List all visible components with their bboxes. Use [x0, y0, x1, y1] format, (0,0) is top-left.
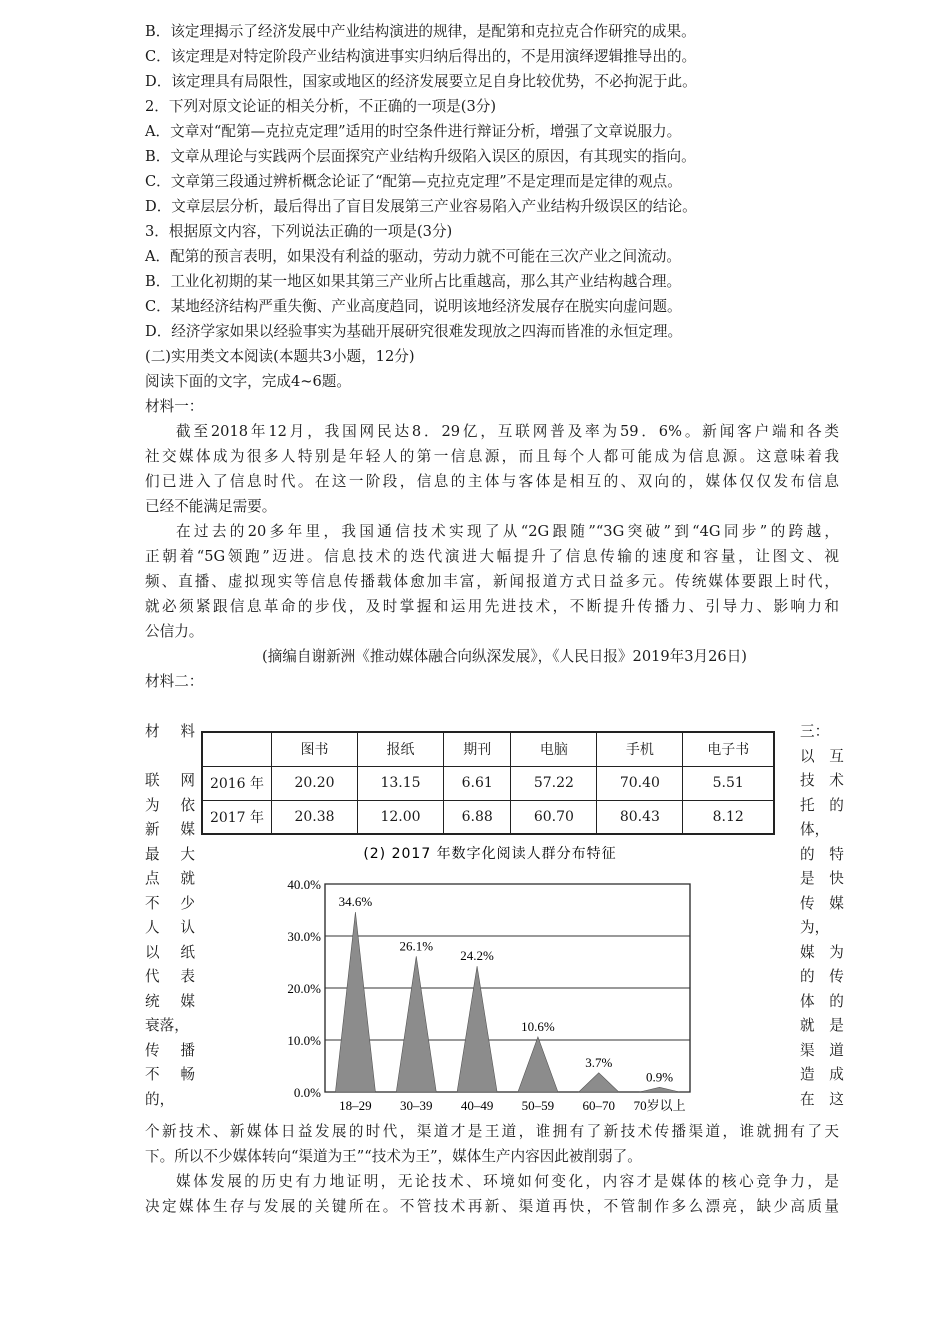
data-label: 26.1% — [399, 938, 434, 954]
m3-left-line: 统 媒 — [145, 992, 195, 1010]
y-tick-label: 20.0% — [287, 981, 321, 996]
m3-right-line: 就 是 — [800, 1017, 844, 1034]
m3-right-line: 以 互 — [800, 747, 844, 765]
q2-stem: 2．下列对原文论证的相关分析，不正确的一项是(3分) — [145, 98, 497, 115]
m3-left-line: 不 少 — [145, 894, 195, 912]
table-header-cell: 期刊 — [444, 732, 511, 766]
x-tick-label: 50–59 — [521, 1098, 555, 1113]
table-cell: 6.88 — [444, 800, 511, 834]
m3-right-line: 托 的 — [800, 796, 844, 814]
y-tick-label: 0.0% — [293, 1085, 321, 1100]
m3-right-line: 技 术 — [800, 772, 844, 789]
m3-left-line: 不 畅 — [145, 1066, 195, 1083]
x-tick-label: 30–39 — [400, 1098, 433, 1113]
m3-left-line: 人 认 — [145, 919, 195, 936]
table-cell: 2017 年 — [202, 800, 272, 834]
m1-p2-line: 在过去的20多年里，我国通信技术实现了从“2G跟随”“3G突破”到“4G同步”的跨越， — [176, 523, 839, 540]
table-cell: 5.51 — [683, 766, 774, 800]
material-2-label: 材料二： — [145, 673, 204, 690]
data-peak — [640, 1087, 680, 1092]
y-tick-label: 10.0% — [287, 1033, 321, 1048]
m3-left-line: 为 依 — [145, 796, 195, 814]
table-cell: 20.38 — [272, 800, 358, 834]
x-tick-label: 18–29 — [339, 1098, 372, 1113]
m3-p2-line: 决定媒体生存与发展的关键所在。不管技术再新、渠道再快，不管制作多么漂亮，缺少高质量 — [145, 1198, 839, 1215]
m3-left-line: 衰落， — [145, 1017, 189, 1034]
q3-option-b: B．工业化初期的某一地区如果其第三产业所占比重越高，那么其产业结构越合理。 — [145, 273, 682, 290]
m1-p2-line: 就必须紧跟信息革命的步伐，及时掌握和运用先进技术，不断提升传播力、引导力、影响力和 — [145, 598, 839, 615]
m1-p1-line: 们已进入了信息时代。在这一阶段，信息的主体与客体是相互的、双向的，媒体仅仅发布信息 — [145, 473, 839, 490]
m1-source: (摘编自谢新洲《推动媒体融合向纵深发展》，《人民日报》2019年3月26日) — [262, 648, 748, 665]
reading-table — [201, 731, 775, 835]
m3-left-line: 代 表 — [145, 968, 195, 985]
table-cell: 57.22 — [511, 766, 597, 800]
table-header-row — [202, 732, 774, 766]
y-tick-label: 40.0% — [287, 877, 321, 892]
q1-option-d: D．该定理具有局限性，国家或地区的经济发展要立足自身比较优势，不必拘泥于此。 — [145, 73, 697, 90]
m3-left-line: 最 大 — [145, 845, 195, 863]
data-label: 0.9% — [646, 1069, 674, 1085]
m3-right-line: 媒 为 — [800, 943, 844, 961]
m3-right-line: 在 这 — [800, 1090, 844, 1108]
q3-option-c: C．某地经济结构严重失衡、产业高度趋同，说明该地经济发展存在脱实向虚问题。 — [145, 298, 682, 315]
m3-left-line: 以 纸 — [145, 943, 195, 961]
age-distribution-chart — [270, 842, 710, 1117]
q3-option-d: D．经济学家如果以经验事实为基础开展研究很难发现放之四海而皆准的永恒定理。 — [145, 323, 683, 340]
m3-left-line: 新 媒 — [145, 821, 195, 838]
m3-right-line: 体， — [800, 821, 830, 838]
y-tick-label: 30.0% — [287, 929, 321, 944]
q2-option-c: C．文章第三段通过辨析概念论证了“配第—克拉克定理”不是定理而是定律的观点。 — [145, 173, 682, 190]
x-tick-label: 60–70 — [582, 1098, 615, 1113]
q1-option-b: B．该定理揭示了经济发展中产业结构演进的规律，是配第和克拉克合作研究的成果。 — [145, 23, 696, 40]
m3-right-line: 传 媒 — [800, 894, 844, 912]
m3-left-line: 联 网 — [145, 772, 195, 789]
m3-right-line: 是 快 — [800, 870, 844, 887]
m1-p1-line: 已经不能满足需要。 — [145, 498, 277, 515]
q1-option-c: C．该定理是对特定阶段产业结构演进事实归纳后得出的，不是用演绎逻辑推导出的。 — [145, 48, 697, 65]
x-tick-label: 70岁以上 — [633, 1098, 686, 1113]
table-row — [202, 766, 774, 800]
q2-option-a: A．文章对“配第—克拉克定理”适用的时空条件进行辩证分析，增强了文章说服力。 — [145, 123, 682, 140]
data-peak — [396, 956, 436, 1092]
m3-p2-line: 媒体发展的历史有力地证明，无论技术、环境如何变化，内容才是媒体的核心竞争力，是 — [176, 1173, 839, 1190]
q2-option-d: D．文章层层分析，最后得出了盲目发展第三产业容易陷入产业结构升级误区的结论。 — [145, 198, 697, 215]
data-peak — [518, 1037, 558, 1092]
data-peak — [335, 912, 375, 1092]
m3-left-line: 材 料 — [145, 723, 195, 740]
table-header-cell: 电脑 — [511, 732, 597, 766]
table-header-cell: 手机 — [597, 732, 683, 766]
m1-p2-line: 正朝着“5G领跑”迈进。信息技术的迭代演进大幅提升了信息传输的速度和容量，让图文、视 — [145, 548, 839, 565]
table-header-cell — [202, 732, 272, 766]
table-cell: 8.12 — [683, 800, 774, 834]
table-cell: 12.00 — [358, 800, 444, 834]
m3-left-line: 传 播 — [145, 1041, 195, 1059]
m3-right-line: 的 传 — [800, 968, 844, 985]
m1-p1-line: 社交媒体成为很多人特别是年轻人的第一信息源，而且每个人都可能成为信息源。这意味着我 — [145, 448, 839, 465]
table-cell: 6.61 — [444, 766, 511, 800]
m3-left-line: 点 就 — [145, 870, 195, 887]
table-header-cell: 报纸 — [358, 732, 444, 766]
section-title: (二)实用类文本阅读(本题共3小题，12分) — [145, 348, 415, 365]
table-cell: 13.15 — [358, 766, 444, 800]
m3-right-line: 为， — [800, 919, 830, 936]
m3-left-line: 的， — [145, 1090, 175, 1108]
data-peak — [457, 966, 497, 1092]
table-header-cell: 图书 — [272, 732, 358, 766]
data-label: 24.2% — [460, 948, 494, 964]
table-cell: 2016 年 — [202, 766, 272, 800]
table-cell: 60.70 — [511, 800, 597, 834]
m1-p2-line: 公信力。 — [145, 623, 204, 640]
table-header-cell: 电子书 — [683, 732, 774, 766]
q3-stem: 3．根据原文内容，下列说法正确的一项是(3分) — [145, 223, 453, 240]
x-tick-label: 40–49 — [460, 1098, 494, 1113]
material-1-label: 材料一： — [145, 398, 204, 415]
table-cell: 70.40 — [597, 766, 683, 800]
table-row — [202, 800, 774, 834]
data-label: 3.7% — [585, 1054, 613, 1070]
table-cell: 20.20 — [272, 766, 358, 800]
m3-tail-line: 下。所以不少媒体转向“渠道为王”“技术为王”，媒体生产内容因此被削弱了。 — [145, 1148, 642, 1165]
data-peak — [579, 1073, 619, 1092]
m1-p2-line: 频、直播、虚拟现实等信息传播载体愈加丰富，新闻报道方式日益多元。传统媒体要跟上时代， — [145, 573, 839, 590]
m3-right-line: 渠 道 — [800, 1041, 844, 1059]
data-label: 34.6% — [338, 894, 373, 910]
chart-title: (2) 2017 年数字化阅读人群分布特征 — [363, 846, 617, 862]
m3-right-line: 造 成 — [800, 1066, 844, 1083]
m3-tail-line: 个新技术、新媒体日益发展的时代，渠道才是王道，谁拥有了新技术传播渠道，谁就拥有了天 — [145, 1123, 839, 1140]
m3-right-line: 三： — [800, 723, 830, 740]
table-cell: 80.43 — [597, 800, 683, 834]
m1-p1-line: 截至2018年12月，我国网民达8．29亿，互联网普及率为59．6%。新闻客户端和各类 — [176, 423, 839, 440]
m3-right-line: 的 特 — [800, 845, 844, 863]
section-instruction: 阅读下面的文字，完成4~6题。 — [145, 373, 351, 390]
data-label: 10.6% — [521, 1018, 555, 1034]
q3-option-a: A．配第的预言表明，如果没有利益的驱动，劳动力就不可能在三次产业之间流动。 — [145, 248, 681, 265]
m3-right-line: 体 的 — [800, 992, 844, 1010]
q2-option-b: B．文章从理论与实践两个层面探究产业结构升级陷入误区的原因，有其现实的指向。 — [145, 148, 696, 165]
